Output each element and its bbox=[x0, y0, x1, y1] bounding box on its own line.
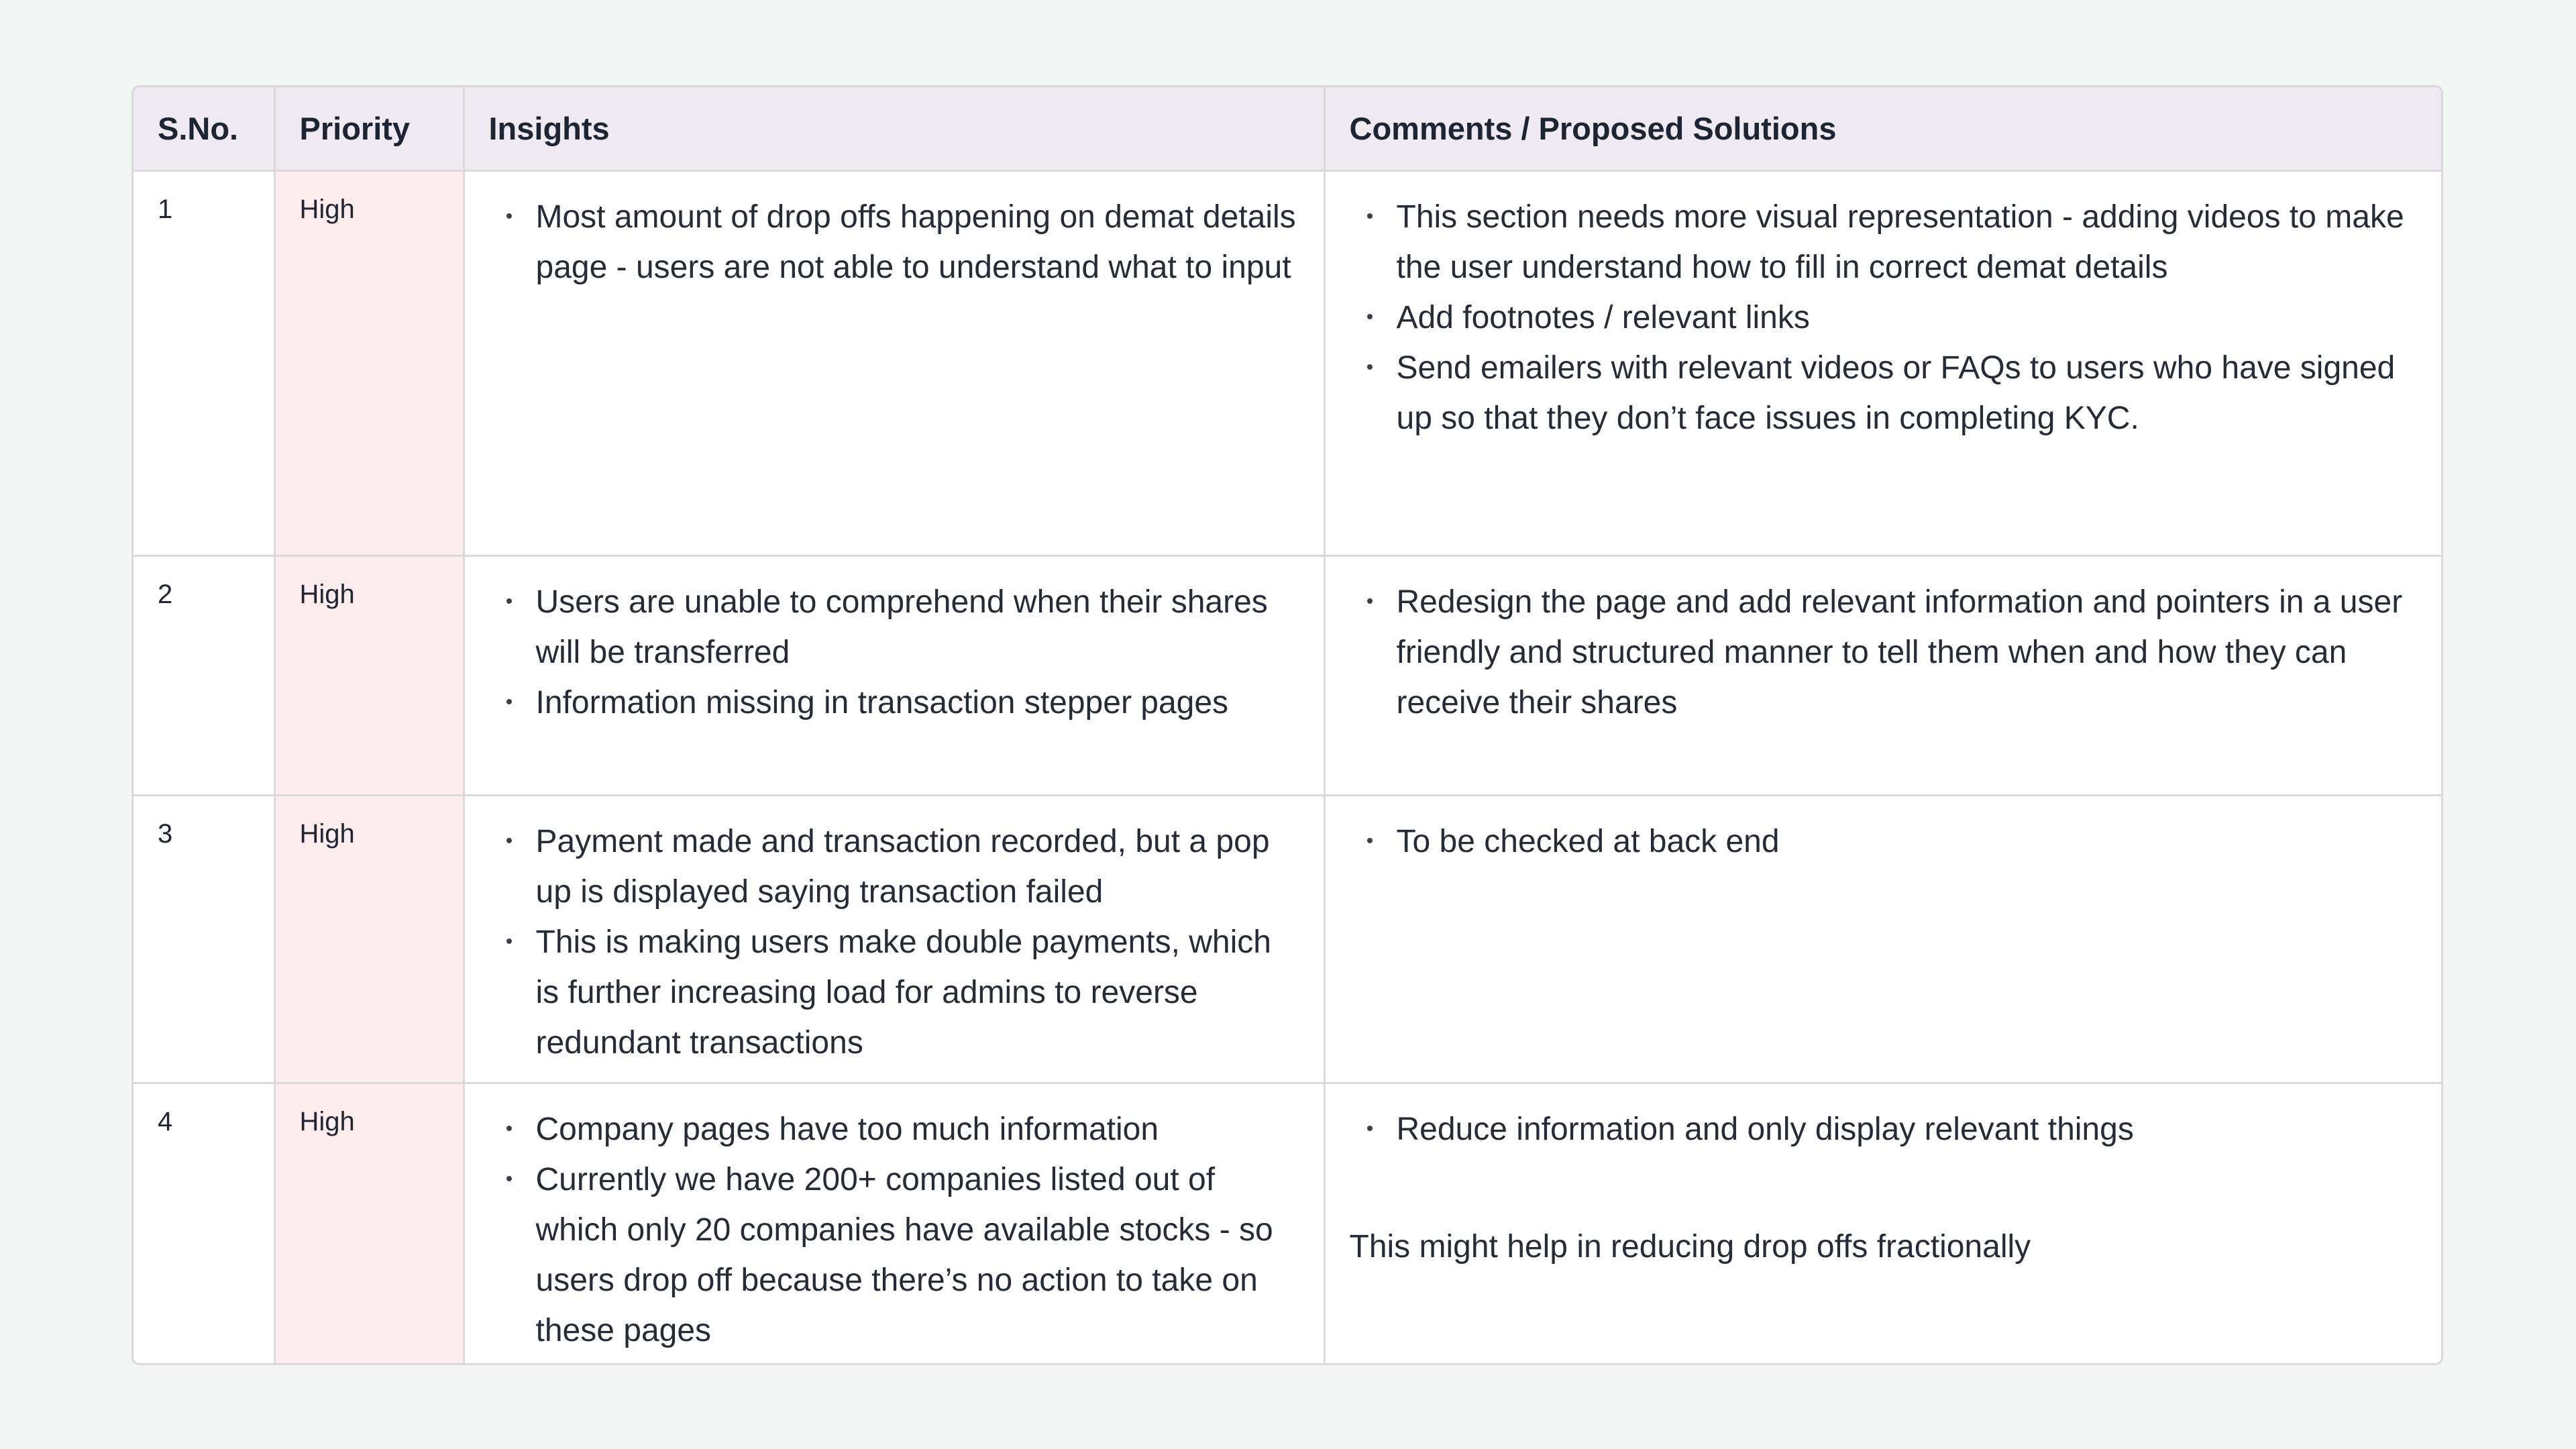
insights-table bbox=[133, 87, 2441, 1365]
comment-note: This might help in reducing drop offs fractionally bbox=[1349, 1228, 2031, 1265]
table-row bbox=[133, 1083, 2441, 1365]
comments-list bbox=[1350, 816, 2418, 867]
insights-list bbox=[489, 1104, 1299, 1356]
header-insights: Insights bbox=[464, 87, 1324, 170]
row-priority-badge: High bbox=[274, 795, 464, 1083]
row-sno: 1 bbox=[133, 170, 274, 555]
comment-item: Add footnotes / relevant links bbox=[1397, 292, 2418, 343]
insights-list bbox=[489, 192, 1299, 292]
row-priority-badge: High bbox=[274, 170, 464, 555]
comments-list bbox=[1350, 192, 2418, 443]
row-comments bbox=[1324, 555, 2441, 795]
row-priority-badge: High bbox=[274, 555, 464, 795]
row-comments bbox=[1324, 1083, 2441, 1365]
comment-item: Redesign the page and add relevant information and pointers in a user friendly and structured manner to tell them when and how they can receive their shares bbox=[1397, 577, 2418, 728]
insight-item: Most amount of drop offs happening on demat details page - users are not able to understand what to input bbox=[536, 192, 1299, 292]
insight-item: Information missing in transaction stepper pages bbox=[536, 678, 1299, 728]
row-comments bbox=[1324, 795, 2441, 1083]
row-insights bbox=[464, 795, 1324, 1083]
comment-item: Send emailers with relevant videos or FAQs to users who have signed up so that they don’t face issues in completing KYC. bbox=[1397, 343, 2418, 443]
row-insights bbox=[464, 555, 1324, 795]
row-insights bbox=[464, 170, 1324, 555]
insights-table-container bbox=[131, 85, 2443, 1365]
header-comments: Comments / Proposed Solutions bbox=[1324, 87, 2441, 170]
table-row bbox=[133, 555, 2441, 795]
header-priority: Priority bbox=[274, 87, 464, 170]
comments-list bbox=[1350, 1104, 2418, 1155]
row-priority-badge: High bbox=[274, 1083, 464, 1365]
header-sno: S.No. bbox=[133, 87, 274, 170]
insight-item: Company pages have too much information bbox=[536, 1104, 1299, 1155]
comment-item: Reduce information and only display relevant things bbox=[1397, 1104, 2418, 1155]
comments-list bbox=[1350, 577, 2418, 728]
insight-item: Payment made and transaction recorded, but a pop up is displayed saying transaction failed bbox=[536, 816, 1299, 917]
table-row bbox=[133, 170, 2441, 555]
insights-list bbox=[489, 816, 1299, 1068]
row-sno: 3 bbox=[133, 795, 274, 1083]
row-sno: 4 bbox=[133, 1083, 274, 1365]
comment-item: To be checked at back end bbox=[1397, 816, 2418, 867]
insight-item: This is making users make double payments, which is further increasing load for admins to reverse redundant transactions bbox=[536, 917, 1299, 1068]
comment-item: This section needs more visual representation - adding videos to make the user understand how to fill in correct demat details bbox=[1397, 192, 2418, 292]
table-row bbox=[133, 795, 2441, 1083]
insight-item: Currently we have 200+ companies listed out of which only 20 companies have available stocks - so users drop off because there’s no action to take on these pages bbox=[536, 1155, 1299, 1356]
table-header-row bbox=[133, 87, 2441, 170]
row-sno: 2 bbox=[133, 555, 274, 795]
row-comments bbox=[1324, 170, 2441, 555]
insight-item: Users are unable to comprehend when their shares will be transferred bbox=[536, 577, 1299, 678]
insights-list bbox=[489, 577, 1299, 728]
row-insights bbox=[464, 1083, 1324, 1365]
